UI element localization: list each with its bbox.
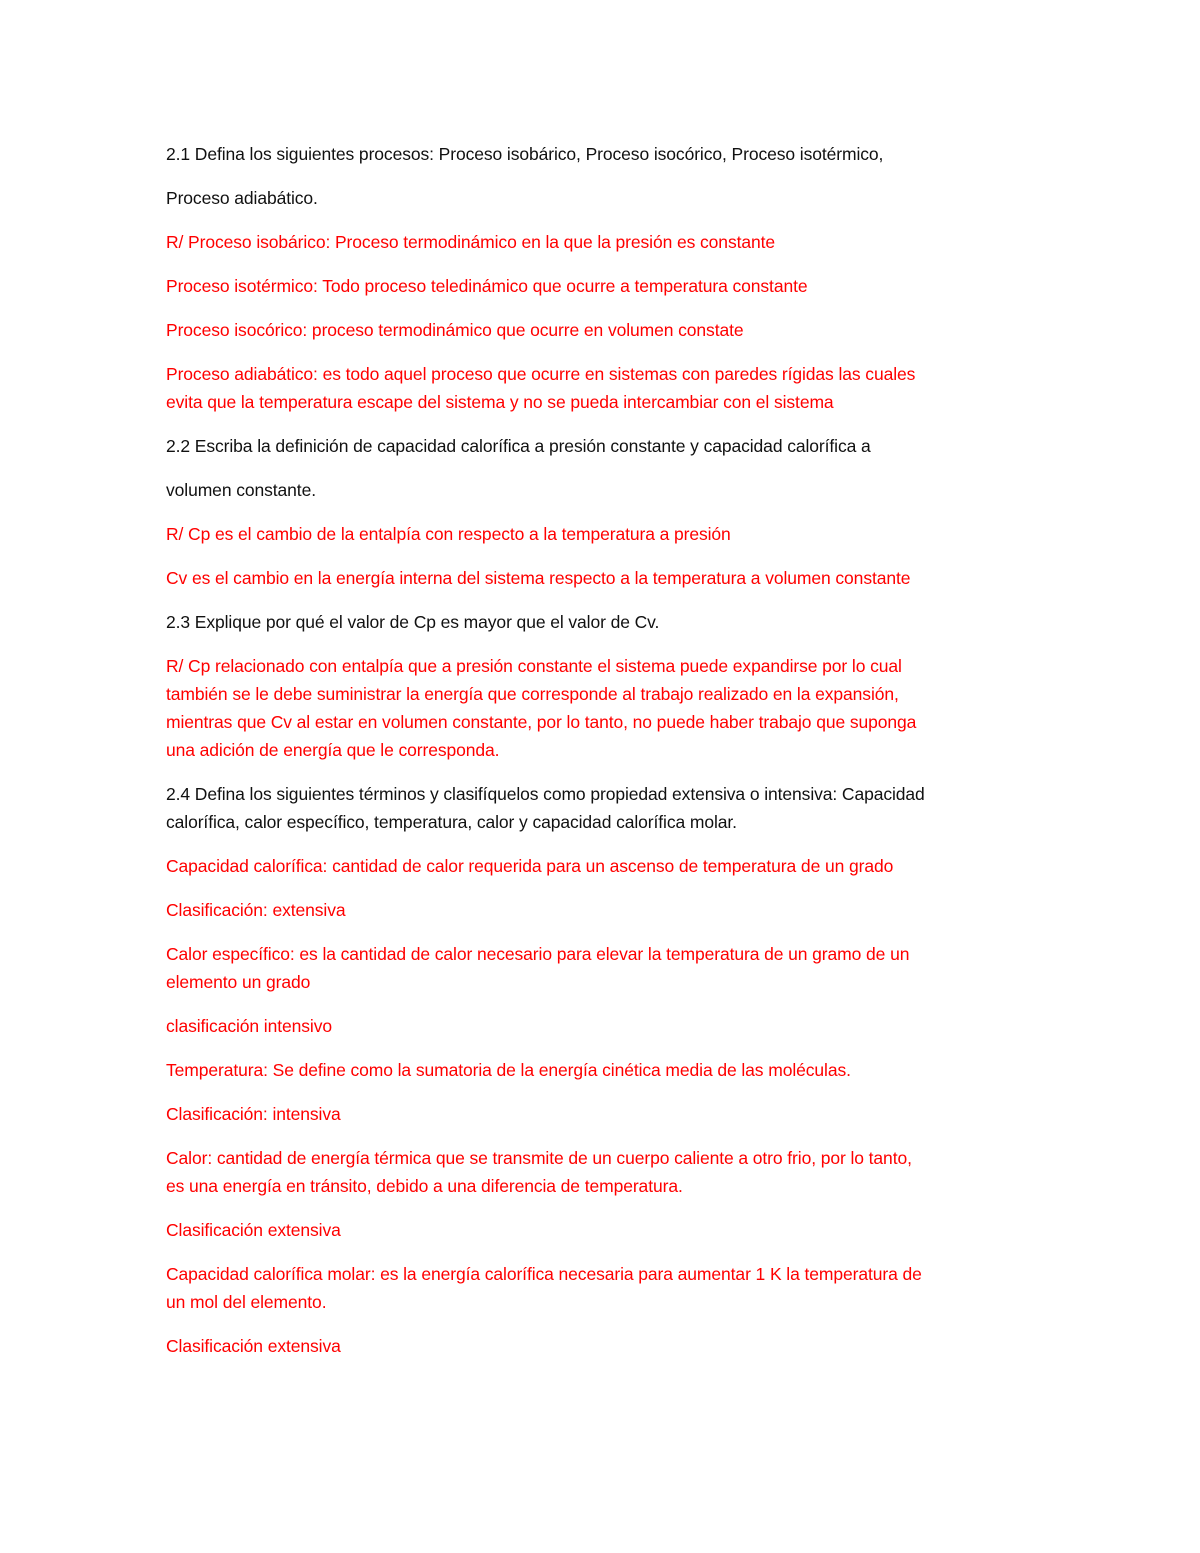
answer-isobarico: R/ Proceso isobárico: Proceso termodinámico en la que la presión es constante [166,232,776,252]
answer-2-3 [166,652,1046,764]
answer-isotermico: Proceso isotérmico: Todo proceso teledinámico que ocurre a temperatura constante [166,276,808,296]
calor-classification: Clasificación extensiva [166,1220,341,1240]
calor-especifico-definition [166,940,1046,996]
answer-cv: Cv es el cambio en la energía interna del sistema respecto a la temperatura a volumen constante [166,568,911,588]
answer-2-3-line2: también se le debe suministrar la energía que corresponde al trabajo realizado en la expansión, [166,684,899,704]
answer-adiabatico-line2: evita que la temperatura escape del sistema y no se pueda intercambiar con el sistema [166,392,834,412]
molar-classification: Clasificación extensiva [166,1336,341,1356]
answer-2-3-line4: una adición de energía que le corresponda. [166,740,500,760]
question-2-1-line1: 2.1 Defina los siguientes procesos: Proceso isobárico, Proceso isocórico, Proceso isotérmico, [166,144,884,164]
calor-especifico-classification: clasificación intensivo [166,1016,332,1036]
capacidad-definition: Capacidad calorífica: cantidad de calor requerida para un ascenso de temperatura de un grado [166,856,894,876]
question-2-4-line2: calorífica, calor específico, temperatura, calor y capacidad calorífica molar. [166,812,737,832]
question-2-2-line1: 2.2 Escriba la definición de capacidad calorífica a presión constante y capacidad calorífica a [166,436,871,456]
calor-line2: es una energía en tránsito, debido a una diferencia de temperatura. [166,1176,683,1196]
answer-2-3-line3: mientras que Cv al estar en volumen constante, por lo tanto, no puede haber trabajo que suponga [166,712,917,732]
document-page [166,140,1046,1360]
calor-definition [166,1144,1046,1200]
calor-line1: Calor: cantidad de energía térmica que se transmite de un cuerpo caliente a otro frio, por lo tanto, [166,1148,912,1168]
answer-adiabatico [166,360,1046,416]
answer-cp: R/ Cp es el cambio de la entalpía con respecto a la temperatura a presión [166,524,731,544]
question-2-2-line2: volumen constante. [166,480,316,500]
molar-definition [166,1260,1046,1316]
question-2-4-line1: 2.4 Defina los siguientes términos y clasifíquelos como propiedad extensiva o intensiva: Capacidad [166,784,925,804]
question-2-3: 2.3 Explique por qué el valor de Cp es mayor que el valor de Cv. [166,612,660,632]
answer-2-3-line1: R/ Cp relacionado con entalpía que a presión constante el sistema puede expandirse por lo cual [166,656,902,676]
answer-isocorico: Proceso isocórico: proceso termodinámico que ocurre en volumen constate [166,320,744,340]
temperatura-definition: Temperatura: Se define como la sumatoria de la energía cinética media de las moléculas. [166,1060,851,1080]
calor-especifico-line2: elemento un grado [166,972,311,992]
molar-line2: un mol del elemento. [166,1292,327,1312]
capacidad-classification: Clasificación: extensiva [166,900,346,920]
molar-line1: Capacidad calorífica molar: es la energía calorífica necesaria para aumentar 1 K la temperatura de [166,1264,922,1284]
answer-adiabatico-line1: Proceso adiabático: es todo aquel proceso que ocurre en sistemas con paredes rígidas las cuales [166,364,916,384]
temperatura-classification: Clasificación: intensiva [166,1104,341,1124]
question-2-4 [166,780,1046,836]
calor-especifico-line1: Calor específico: es la cantidad de calor necesario para elevar la temperatura de un gramo de un [166,944,910,964]
question-2-1-line2: Proceso adiabático. [166,188,318,208]
